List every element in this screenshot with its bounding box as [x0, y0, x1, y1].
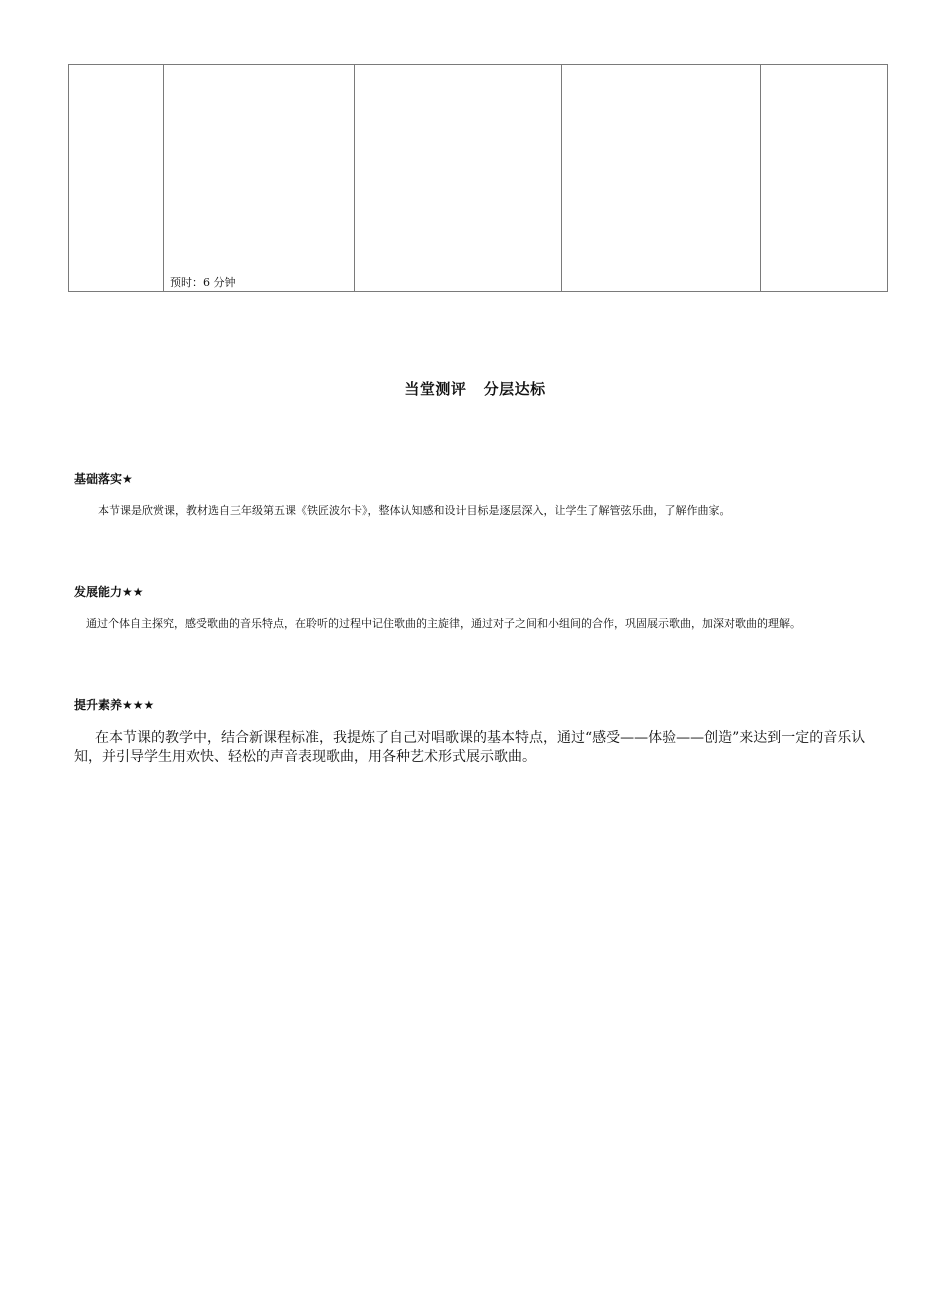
table-cell [562, 65, 761, 292]
table-row [69, 65, 888, 292]
level-text-literacy: 在本节课的教学中，结合新课程标准，我提炼了自己对唱歌课的基本特点，通过“感受——体验——创造”来达到一定的音乐认知，并引导学生用欢快、轻松的声音表现歌曲，用各种艺术形式展示歌曲。 [74, 730, 866, 765]
time-note: 预时：6 分钟 [170, 276, 236, 289]
table-cell [761, 65, 888, 292]
level-heading-development: 发展能力★★ [74, 585, 144, 599]
section-title: 当堂测评 分层达标 [404, 380, 546, 398]
level-text-development: 通过个体自主探究，感受歌曲的音乐特点，在聆听的过程中记住歌曲的主旋律，通过对子之间和小组间的合作，巩固展示歌曲，加深对歌曲的理解。 [86, 617, 801, 630]
level-text-basic: 本节课是欣赏课，教材选自三年级第五课《铁匠波尔卡》，整体认知感和设计目标是逐层深入，让学生了解管弦乐曲，了解作曲家。 [98, 504, 731, 517]
lesson-plan-table [68, 64, 888, 292]
table-cell [164, 65, 355, 292]
table-cell [355, 65, 562, 292]
level-heading-literacy: 提升素养★★★ [74, 698, 155, 712]
table-cell [69, 65, 164, 292]
level-heading-basic: 基础落实★ [74, 472, 133, 486]
